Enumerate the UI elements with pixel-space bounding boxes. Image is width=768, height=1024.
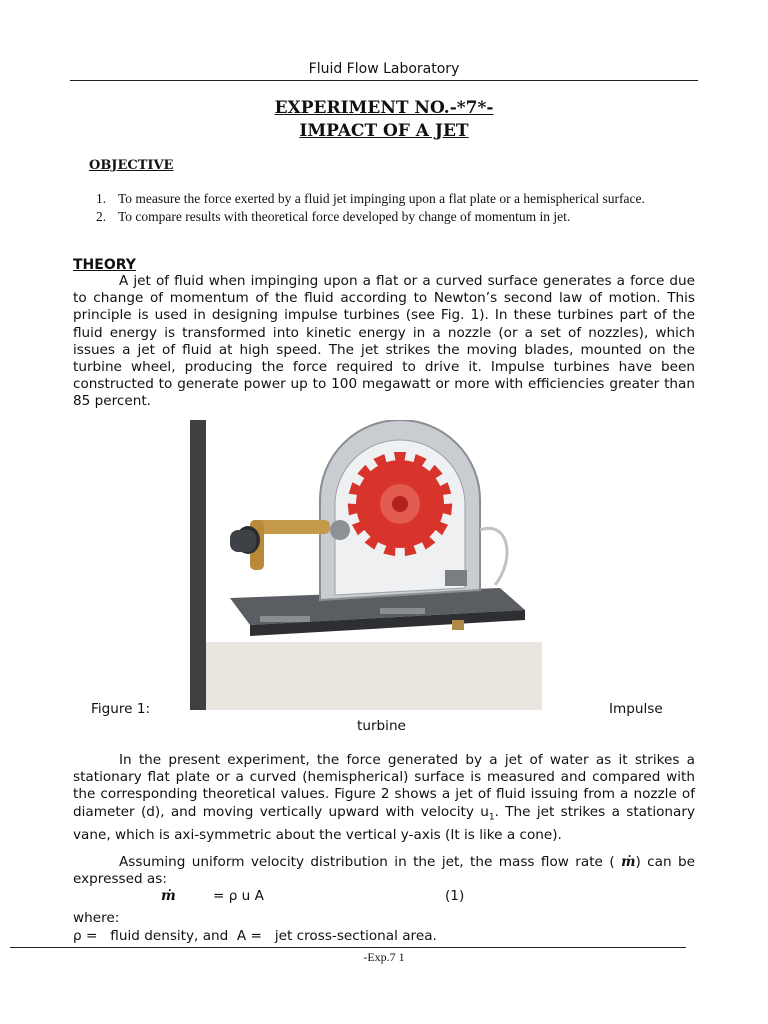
equation-number: (1) (445, 888, 465, 904)
body-paragraph-text-b: . The jet strikes a stationary vane, which is axi-symmetric about the vertical y-axis (It is like a cone). (73, 803, 695, 843)
header-rule (70, 80, 698, 81)
objective-item (96, 191, 696, 207)
objective-item-number: 2. (96, 209, 107, 224)
body-paragraph (73, 752, 695, 844)
objective-item-text: To measure the force exerted by a fluid jet impinging upon a flat plate or a hemispherical surface. (118, 191, 645, 206)
theory-heading: THEORY (73, 257, 136, 273)
mass-flow-symbol: ṁ (621, 854, 636, 870)
theory-paragraph (73, 273, 695, 411)
objective-item (96, 209, 696, 225)
impulse-turbine-photo (190, 420, 542, 710)
equation-lhs: ṁ (161, 888, 176, 904)
body-paragraph-text-a: Assuming uniform velocity distribution in the jet, the mass flow rate ( (119, 854, 615, 870)
impulse-turbine-illustration (190, 420, 542, 710)
objective-heading: OBJECTIVE (89, 158, 174, 173)
body-paragraph-text-a: In the present experiment, the force generated by a jet of water as it strikes a stationary flat plate or a curved (hemispherical) surface is measured and compared with the corresponding theoretical values. Figure 2 shows a jet of fluid issuing from a nozzle of diameter (d), and moving vertically upward with velocity u (73, 752, 695, 820)
footer-rule (10, 947, 686, 948)
equation-rhs: = ρ u A (213, 888, 264, 904)
page-footer: -Exp.7 1 (363, 950, 405, 964)
experiment-title: EXPERIMENT NO.-*7*- (274, 98, 494, 118)
body-paragraph-text-b: ) can be expressed as: (73, 854, 695, 888)
variable-definitions: ρ = fluid density, and A = jet cross-sectional area. (73, 928, 437, 944)
objective-list (96, 191, 696, 227)
objective-item-number: 1. (96, 191, 107, 206)
experiment-subtitle: IMPACT OF A JET (299, 121, 469, 141)
figure-caption-word: Impulse (609, 701, 663, 717)
figure-caption-label: Figure 1: (91, 701, 151, 717)
body-paragraph (73, 854, 695, 888)
where-label: where: (73, 910, 120, 926)
theory-paragraph-text: A jet of fluid when impinging upon a flat or a curved surface generates a force due to change of momentum of the fluid according to Newton’s second law of motion. This principle is used in designing impulse turbines (see Fig. 1). In these turbines part of the fluid energy is transformed into kinetic energy in a nozzle (or a set of nozzles), which issues a jet of fluid at high speed. The jet strikes the moving blades, mounted on the turbine wheel, producing the force required to drive it. Impulse turbines have been constructed to generate power up to 100 megawatt or more with efficiencies greater than 85 percent. (73, 273, 695, 410)
objective-item-text: To compare results with theoretical force developed by change of momentum in jet. (118, 209, 571, 224)
figure-caption-word: turbine (357, 718, 406, 734)
page-header-title: Fluid Flow Laboratory (308, 61, 460, 77)
velocity-subscript: 1 (488, 812, 495, 823)
